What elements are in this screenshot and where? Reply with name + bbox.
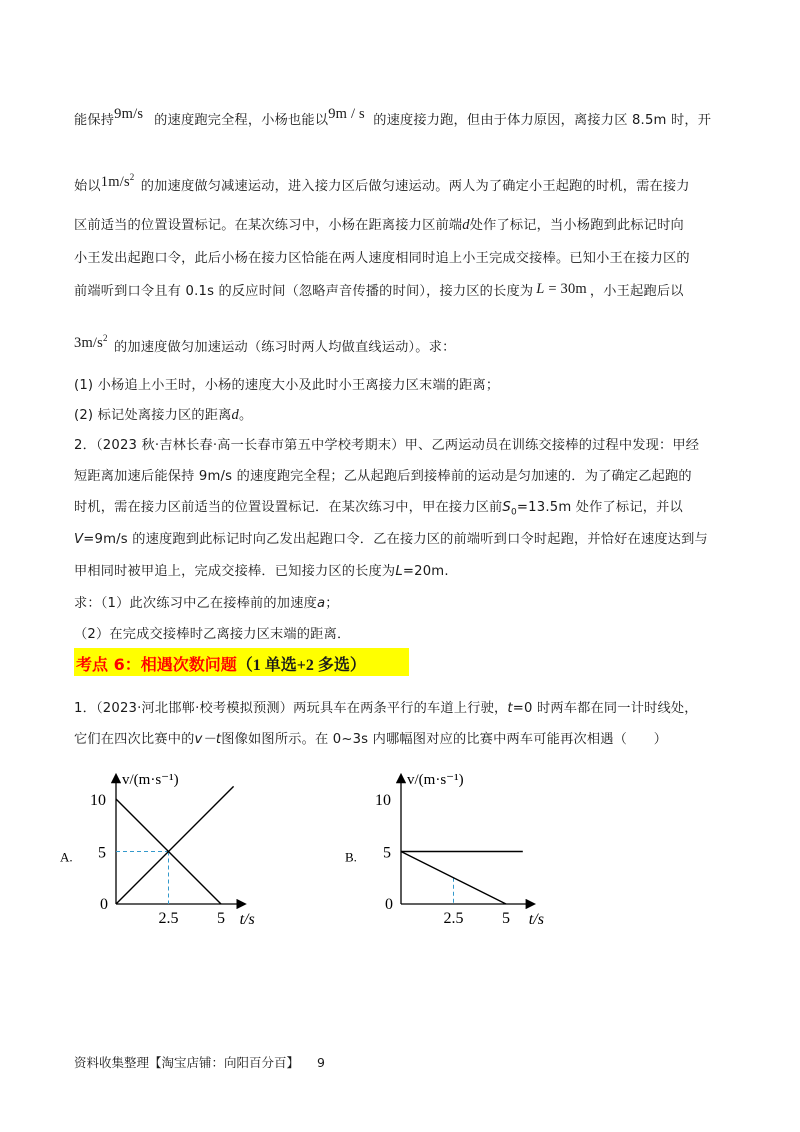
- series-line-car2: [401, 852, 506, 905]
- problem-2-line: 2．（2023 秋·吉林长春·高一长春市第五中学校考期末）甲、乙两运动员在训练交接棒的过程中发现：甲经: [74, 438, 700, 453]
- formula-speed: 9m/s: [114, 106, 144, 122]
- problem-2-line: V=9m/s 的速度跑到此标记时向乙发出起跑口令．乙在接力区的前端听到口令时起跑，并恰好在速度达到与: [74, 532, 708, 547]
- problem-2-line: 求：（1）此次练习中乙在接棒前的加速度a；: [74, 596, 339, 611]
- problem-2-line: 时机，需在接力区前适当的位置设置标记．在某次练习中，甲在接力区前$S_0=13.5m$ 处作了标记，并以: [74, 500, 683, 518]
- vt-graph-b: [345, 752, 595, 932]
- footer-text: 资料收集整理【淘宝店铺：向阳百分百】: [74, 1055, 300, 1070]
- y-tick-label: 10: [90, 792, 106, 809]
- x-tick-label: 5: [217, 910, 225, 927]
- option-label: A.: [60, 849, 73, 865]
- problem-2-line: 短距离加速后能保持 9m/s 的速度跑完全程；乙从起跑后到接棒前的运动是匀加速的．为了确定乙起跑的: [74, 469, 692, 484]
- problem-2-line: 甲相同时被甲追上，完成交接棒．已知接力区的长度为L=20m.: [74, 564, 449, 579]
- y-axis-label: v/(m·s⁻¹): [122, 772, 179, 789]
- text-line: 前端听到口令且有 0.1s 的反应时间（忽略声音传播的时间），接力区的长度为 L = 30m ，小王起跑后以: [74, 281, 684, 299]
- formula-speed: 9m / s: [328, 106, 365, 122]
- text-line: $3m/s^2$ 的加速度做匀加速运动（练习时两人均做直线运动）。求：: [74, 333, 456, 355]
- footer: [74, 1053, 325, 1071]
- x-axis-label: t/s: [528, 911, 544, 928]
- page-number: 9: [317, 1055, 325, 1070]
- vt-graph-a: [60, 752, 310, 932]
- formula-length: L = 30m: [536, 281, 587, 297]
- y-tick-label: 10: [375, 792, 391, 809]
- question-2: (2) 标记处离接力区的距离d。: [74, 407, 253, 423]
- section-heading: [74, 648, 409, 676]
- y-axis-label: v/(m·s⁻¹): [407, 772, 464, 789]
- option-label: B.: [345, 849, 357, 865]
- x-tick-label: 2.5: [158, 910, 179, 927]
- question-1: (1) 小杨追上小王时，小杨的速度大小及此时小王离接力区末端的距离；: [74, 378, 500, 393]
- text-line: 能保持 9m/s 的速度跑完全程，小杨也能以 9m / s 的速度接力跑，但由于体力原因，离接力区 8.5m 时，开: [74, 106, 712, 128]
- y-tick-label: 5: [98, 844, 106, 862]
- origin-label: 0: [385, 896, 393, 913]
- x-tick-label: 5: [502, 910, 510, 927]
- x-axis-label: t/s: [239, 911, 255, 928]
- problem-2-line: （2）在完成交接棒时乙离接力区末端的距离．: [74, 627, 351, 642]
- x-tick-label: 2.5: [443, 910, 464, 927]
- section-subtitle: （1 单选+2 多选）: [236, 657, 366, 674]
- y-tick-label: 5: [383, 844, 391, 862]
- problem-3-line: 它们在四次比赛中的v－t图像如图所示。在 0~3s 内哪幅图对应的比赛中两车可能再次相遇（ ）: [74, 732, 668, 747]
- text-line: 区前适当的位置设置标记。在某次练习中，小杨在距离接力区前端d处作了标记，当小杨跑到此标记时向: [74, 217, 684, 233]
- text-line: 小王发出起跑口令，此后小杨在接力区恰能在两人速度相同时追上小王完成交接棒。已知小王在接力区的: [74, 251, 690, 266]
- problem-3-line: 1．（2023·河北邯郸·校考模拟预测）两玩具车在两条平行的车道上行驶，t=0 时两车都在同一计时线处，: [74, 701, 698, 716]
- origin-label: 0: [100, 896, 108, 913]
- text-line: 始以 $1m/s^2$ 的加速度做匀减速运动，进入接力区后做匀速运动。两人为了确定小王起跑的时机，需在接力: [74, 172, 690, 194]
- section-title: 考点 6：相遇次数问题: [76, 655, 237, 674]
- series-line-car2: [116, 786, 234, 904]
- formula-accel: $1m/s^2$: [100, 172, 135, 190]
- formula-accel: $3m/s^2$: [74, 333, 108, 351]
